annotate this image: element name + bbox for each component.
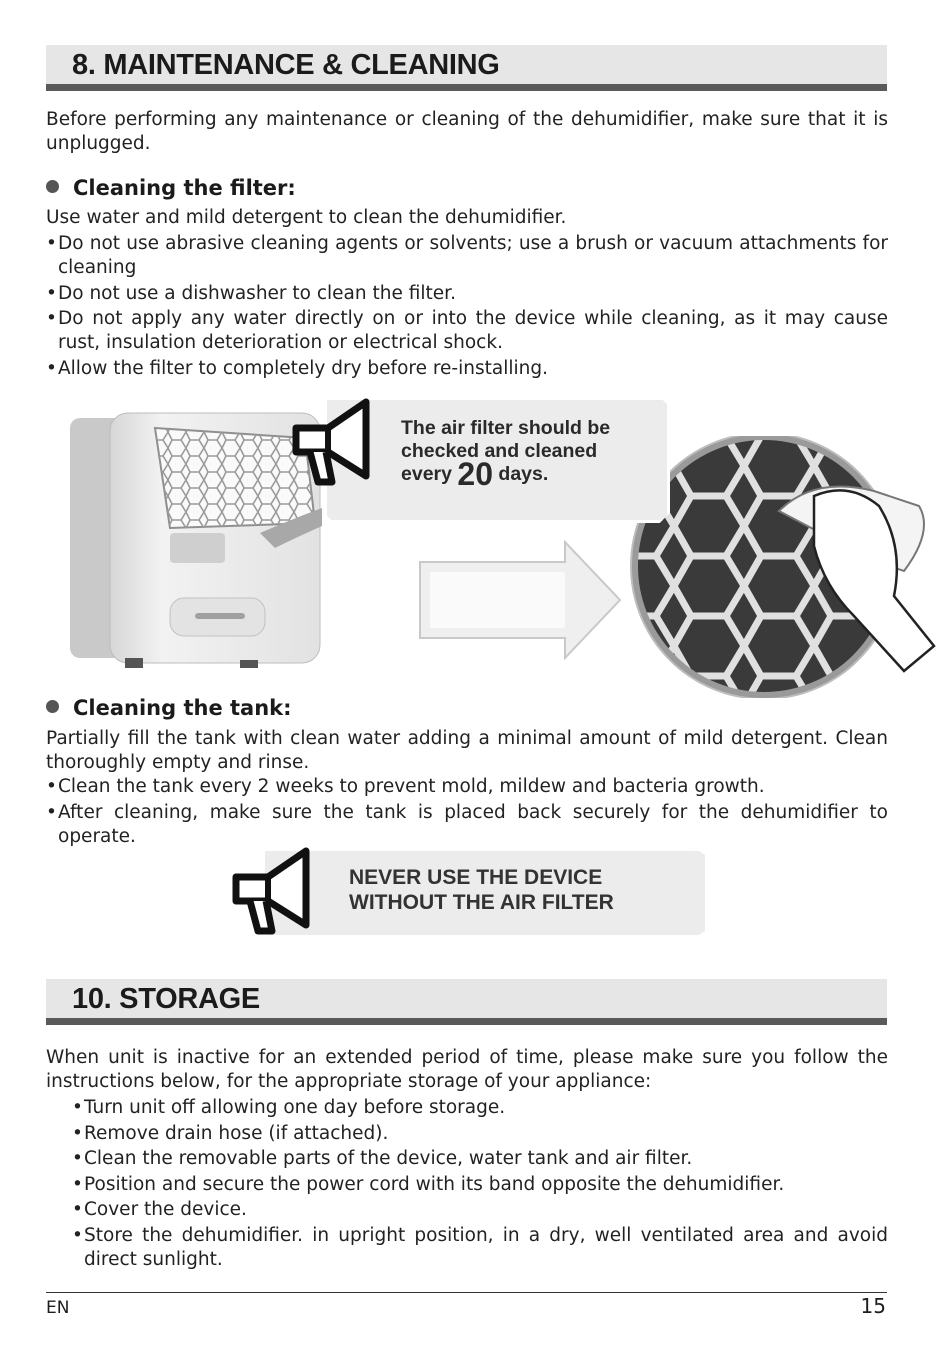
section-title: 10. STORAGE: [72, 983, 260, 1015]
bullet-dot-icon: [46, 700, 59, 713]
footer-language: EN: [46, 1298, 70, 1318]
storage-bullets: [72, 1096, 888, 1273]
maintenance-intro: Before performing any maintenance or cleaning of the dehumidifier, make sure that it is unplugged.: [46, 109, 888, 154]
list-item: • Do not apply any water directly on or into the device while cleaning, as it may cause rust, insulation deterioration or electrical shock.: [46, 307, 888, 355]
section-header-maintenance: [46, 45, 887, 91]
list-item: • Allow the filter to completely dry before re-installing.: [46, 357, 888, 381]
list-item: • Clean the removable parts of the device, water tank and air filter.: [72, 1147, 888, 1171]
warning-callout-text: NEVER USE THE DEVICE WITHOUT THE AIR FILTER: [349, 866, 614, 914]
megaphone-icon: [228, 843, 324, 939]
tank-bullets: [46, 775, 888, 850]
list-item: • Do not use a dishwasher to clean the filter.: [46, 282, 888, 306]
filter-bullets: [46, 232, 888, 382]
list-item: • Do not use abrasive cleaning agents or solvents; use a brush or vacuum attachments for cleaning: [46, 232, 888, 280]
tank-lead: Partially fill the tank with clean water adding a minimal amount of mild detergent. Clean thoroughly empty and rinse.: [46, 728, 888, 773]
list-item: • Cover the device.: [72, 1198, 888, 1222]
page-number: 15: [860, 1294, 886, 1318]
filter-callout-text: The air filter should be checked and cleaned every 20 days.: [401, 417, 611, 492]
section-title: 8. MAINTENANCE & CLEANING: [72, 49, 500, 81]
section-header-storage: [46, 979, 887, 1025]
filter-lead: Use water and mild detergent to clean the dehumidifier.: [46, 207, 567, 228]
list-item: • Remove drain hose (if attached).: [72, 1122, 888, 1146]
bullet-dot-icon: [46, 180, 59, 193]
list-item: • Turn unit off allowing one day before storage.: [72, 1096, 888, 1120]
list-item: • Clean the tank every 2 weeks to prevent mold, mildew and bacteria growth.: [46, 775, 888, 799]
storage-intro: When unit is inactive for an extended period of time, please make sure you follow the instructions below, for the appropriate storage of your appliance:: [46, 1047, 888, 1092]
arrow-illustration: [415, 540, 625, 660]
list-item: • Position and secure the power cord with its band opposite the dehumidifier.: [72, 1173, 888, 1197]
list-item: • Store the dehumidifier. in upright position, in a dry, well ventilated area and avoid direct sunlight.: [72, 1224, 888, 1272]
footer-rule: [46, 1292, 887, 1293]
megaphone-icon: [288, 394, 384, 490]
days-count: 20: [457, 456, 493, 492]
filter-heading: Cleaning the filter:: [46, 174, 296, 202]
list-item: • After cleaning, make sure the tank is placed back securely for the dehumidifier to operate.: [46, 801, 888, 849]
tank-heading: Cleaning the tank:: [46, 694, 292, 722]
